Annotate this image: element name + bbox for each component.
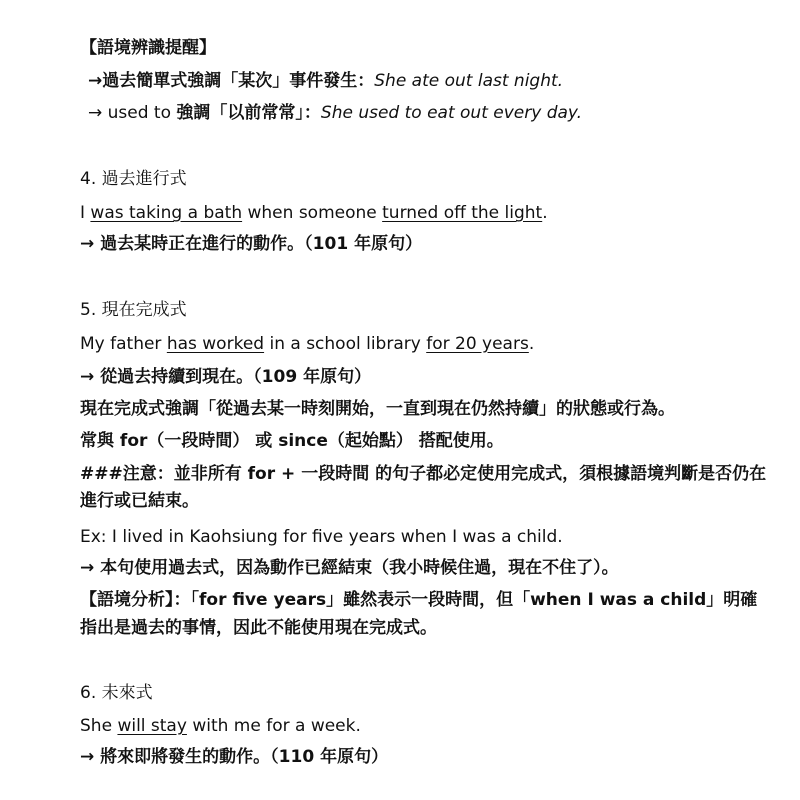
section5-analysis: 【語境分析】：「for five years」雖然表示一段時間，但「when I was a child」明確指出是過去的事情，因此不能使用現在完成式。 [80,590,758,638]
s4-ex-underline2: turned off the light [382,203,543,223]
section5-note: → 從過去持續到現在。（109 年原句） [80,367,372,387]
section5-collocation: 常與 for（一段時間） 或 since（起始點） 搭配使用。 [80,431,504,451]
section5-example2: Ex: I lived in Kaohsiung for five years when I was a child. [80,527,563,547]
section4-note: → 過去某時正在進行的動作。（101 年原句） [80,234,423,254]
section6-example [80,714,361,738]
s4-ex-p1: I [80,203,91,223]
section5-emphasis: 現在完成式強調「從過去某一時刻開始，一直到現在仍然持續」的狀態或行為。 [80,399,675,419]
reminder-line1-example: She ate out last night. [374,71,564,91]
s6-ex-p2: with me for a week. [186,716,361,736]
section5-example2-note: → 本句使用過去式，因為動作已經結束（我小時候住過，現在不住了）。 [80,558,619,578]
reminder-heading: 【語境辨識提醒】 [80,38,216,58]
s4-ex-p2: when someone [242,203,383,223]
s6-ex-underline1: will stay [117,716,187,736]
section4-example [80,201,548,225]
s5-ex-p1: My father [80,334,167,354]
s6-ex-p1: She [80,716,118,736]
reminder-line1-label: →過去簡單式強調「某次」事件發生： [88,71,375,91]
section4-title: 4. 過去進行式 [80,169,187,189]
section6-note: → 將來即將發生的動作。（110 年原句） [80,747,389,767]
reminder-line-used-to [88,101,582,125]
s4-ex-underline1: was taking a bath [90,203,243,223]
section5-title: 5. 現在完成式 [80,300,187,320]
reminder-line2-example: She used to eat out every day. [320,103,583,123]
s5-ex-underline1: has worked [166,334,265,354]
reminder-line-past-simple [88,69,563,93]
s5-ex-p2: in a school library [264,334,427,354]
section5-example [80,332,534,356]
section5-caution: ###注意：並非所有 for + 一段時間 的句子都必定使用完成式，須根據語境判斷是否仍在進行或已結束。 [80,464,767,511]
section6-title: 6. 未來式 [80,683,153,703]
reminder-line2-label: 強調「以前常常」： [176,103,321,123]
s5-ex-p3: . [528,334,535,354]
reminder-line2-prefix: → used to [88,103,177,123]
s4-ex-p3: . [542,203,548,223]
s5-ex-underline2: for 20 years [426,334,529,354]
